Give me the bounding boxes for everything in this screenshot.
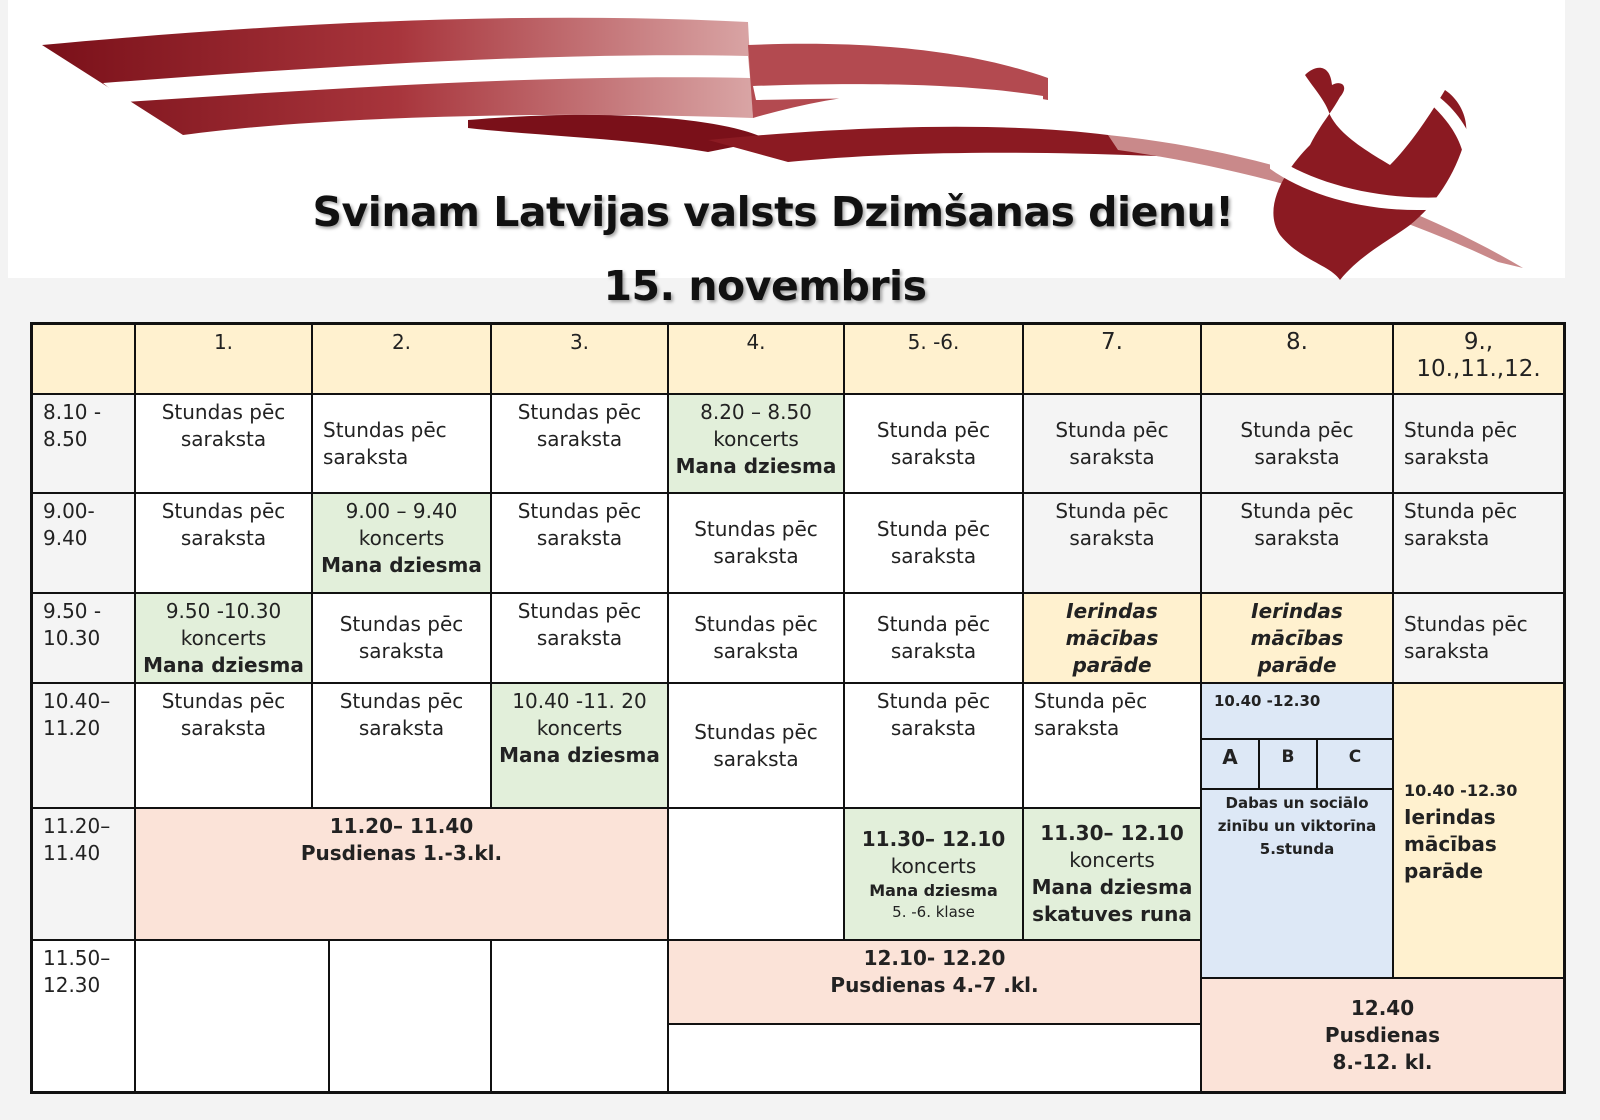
r4-c1: Stundas pēc saraksta bbox=[136, 684, 313, 809]
r1-c8: Stunda pēc saraksta bbox=[1202, 395, 1394, 494]
r3-c1-concert: 9.50 -10.30 koncerts Mana dziesma bbox=[136, 594, 313, 684]
r5-c4-empty bbox=[669, 809, 845, 941]
header-cell-empty bbox=[33, 325, 136, 395]
r2-c4: Stundas pēc saraksta bbox=[669, 494, 845, 594]
r6-c1-empty bbox=[136, 941, 330, 1091]
r1-c7: Stunda pēc saraksta bbox=[1024, 395, 1202, 494]
quiz-text: Dabas un sociālo zinību un viktorīna 5.stunda bbox=[1217, 794, 1377, 858]
r3-c5: Stunda pēc saraksta bbox=[845, 594, 1024, 684]
r2-c1: Stundas pēc saraksta bbox=[136, 494, 313, 594]
column-header-5-6: 5. -6. bbox=[845, 325, 1024, 395]
r4-c5: Stunda pēc saraksta bbox=[845, 684, 1024, 809]
school-rooster-logo-icon bbox=[1270, 55, 1510, 285]
r6-c4-7-empty bbox=[669, 1025, 1202, 1091]
lunch-8-12: 12.40 Pusdienas 8.-12. kl. bbox=[1202, 979, 1563, 1091]
c9-drill-block: 10.40 -12.30 Ierindas mācības parāde bbox=[1394, 684, 1563, 979]
group-a: A bbox=[1202, 740, 1260, 790]
column-header-4: 4. bbox=[669, 325, 845, 395]
r1-c5: Stunda pēc saraksta bbox=[845, 395, 1024, 494]
r3-c2: Stundas pēc saraksta bbox=[313, 594, 492, 684]
page-title: Svinam Latvijas valsts Dzimšanas dienu! bbox=[312, 188, 1234, 236]
r1-c9: Stunda pēc saraksta bbox=[1394, 395, 1563, 494]
column-header-9-12: 9., 10.,11.,12. bbox=[1394, 325, 1563, 395]
r3-c3: Stundas pēc saraksta bbox=[492, 594, 669, 684]
r1-c2: Stundas pēc saraksta bbox=[313, 395, 492, 494]
r1-c3: Stundas pēc saraksta bbox=[492, 395, 669, 494]
r2-c5: Stunda pēc saraksta bbox=[845, 494, 1024, 594]
time-cell-5: 11.20– 11.40 bbox=[33, 809, 136, 941]
r3-c9: Stundas pēc saraksta bbox=[1394, 594, 1563, 684]
r3-c4: Stundas pēc saraksta bbox=[669, 594, 845, 684]
r2-c8: Stunda pēc saraksta bbox=[1202, 494, 1394, 594]
quiz-time: 10.40 -12.30 bbox=[1202, 684, 1392, 740]
r3-c7-drill: Ierindas mācības parāde bbox=[1024, 594, 1202, 684]
header-banner bbox=[8, 0, 1565, 278]
r4-c2: Stundas pēc saraksta bbox=[313, 684, 492, 809]
r4-c4: Stundas pēc saraksta bbox=[669, 684, 845, 809]
r5-c7-concert: 11.30– 12.10 koncerts Mana dziesma skatuves runa bbox=[1024, 809, 1202, 941]
r5-c5-concert: 11.30– 12.10 koncerts Mana dziesma 5. -6. klase bbox=[845, 809, 1024, 941]
time-cell-1: 8.10 - 8.50 bbox=[33, 395, 136, 494]
r1-c1: Stundas pēc saraksta bbox=[136, 395, 313, 494]
c8-quiz-block bbox=[1202, 684, 1394, 979]
group-c: C bbox=[1318, 740, 1392, 790]
page-date: 15. novembris bbox=[603, 262, 927, 310]
r2-c9: Stunda pēc saraksta bbox=[1394, 494, 1563, 594]
time-cell-4: 10.40– 11.20 bbox=[33, 684, 136, 809]
r4-c7: Stunda pēc saraksta bbox=[1024, 684, 1202, 809]
r4-c3-concert: 10.40 -11. 20 koncerts Mana dziesma bbox=[492, 684, 669, 809]
column-header-8: 8. bbox=[1202, 325, 1394, 395]
column-header-7: 7. bbox=[1024, 325, 1202, 395]
column-header-3: 3. bbox=[492, 325, 669, 395]
r2-c7: Stunda pēc saraksta bbox=[1024, 494, 1202, 594]
time-cell-6: 11.50– 12.30 bbox=[33, 941, 136, 1091]
lunch-4-7: 12.10- 12.20 Pusdienas 4.-7 .kl. bbox=[669, 941, 1202, 1025]
r2-c3: Stundas pēc saraksta bbox=[492, 494, 669, 594]
r3-c8-drill: Ierindas mācības parāde bbox=[1202, 594, 1394, 684]
r6-c3-empty bbox=[492, 941, 669, 1091]
time-cell-2: 9.00- 9.40 bbox=[33, 494, 136, 594]
r6-c2-empty bbox=[330, 941, 492, 1091]
schedule-table bbox=[30, 322, 1566, 1094]
time-cell-3: 9.50 - 10.30 bbox=[33, 594, 136, 684]
column-header-2: 2. bbox=[313, 325, 492, 395]
r2-c2-concert: 9.00 – 9.40 koncerts Mana dziesma bbox=[313, 494, 492, 594]
r1-c4-concert: 8.20 – 8.50 koncerts Mana dziesma bbox=[669, 395, 845, 494]
group-b: B bbox=[1260, 740, 1318, 790]
column-header-1: 1. bbox=[136, 325, 313, 395]
lunch-1-3: 11.20– 11.40 Pusdienas 1.-3.kl. bbox=[136, 809, 669, 941]
